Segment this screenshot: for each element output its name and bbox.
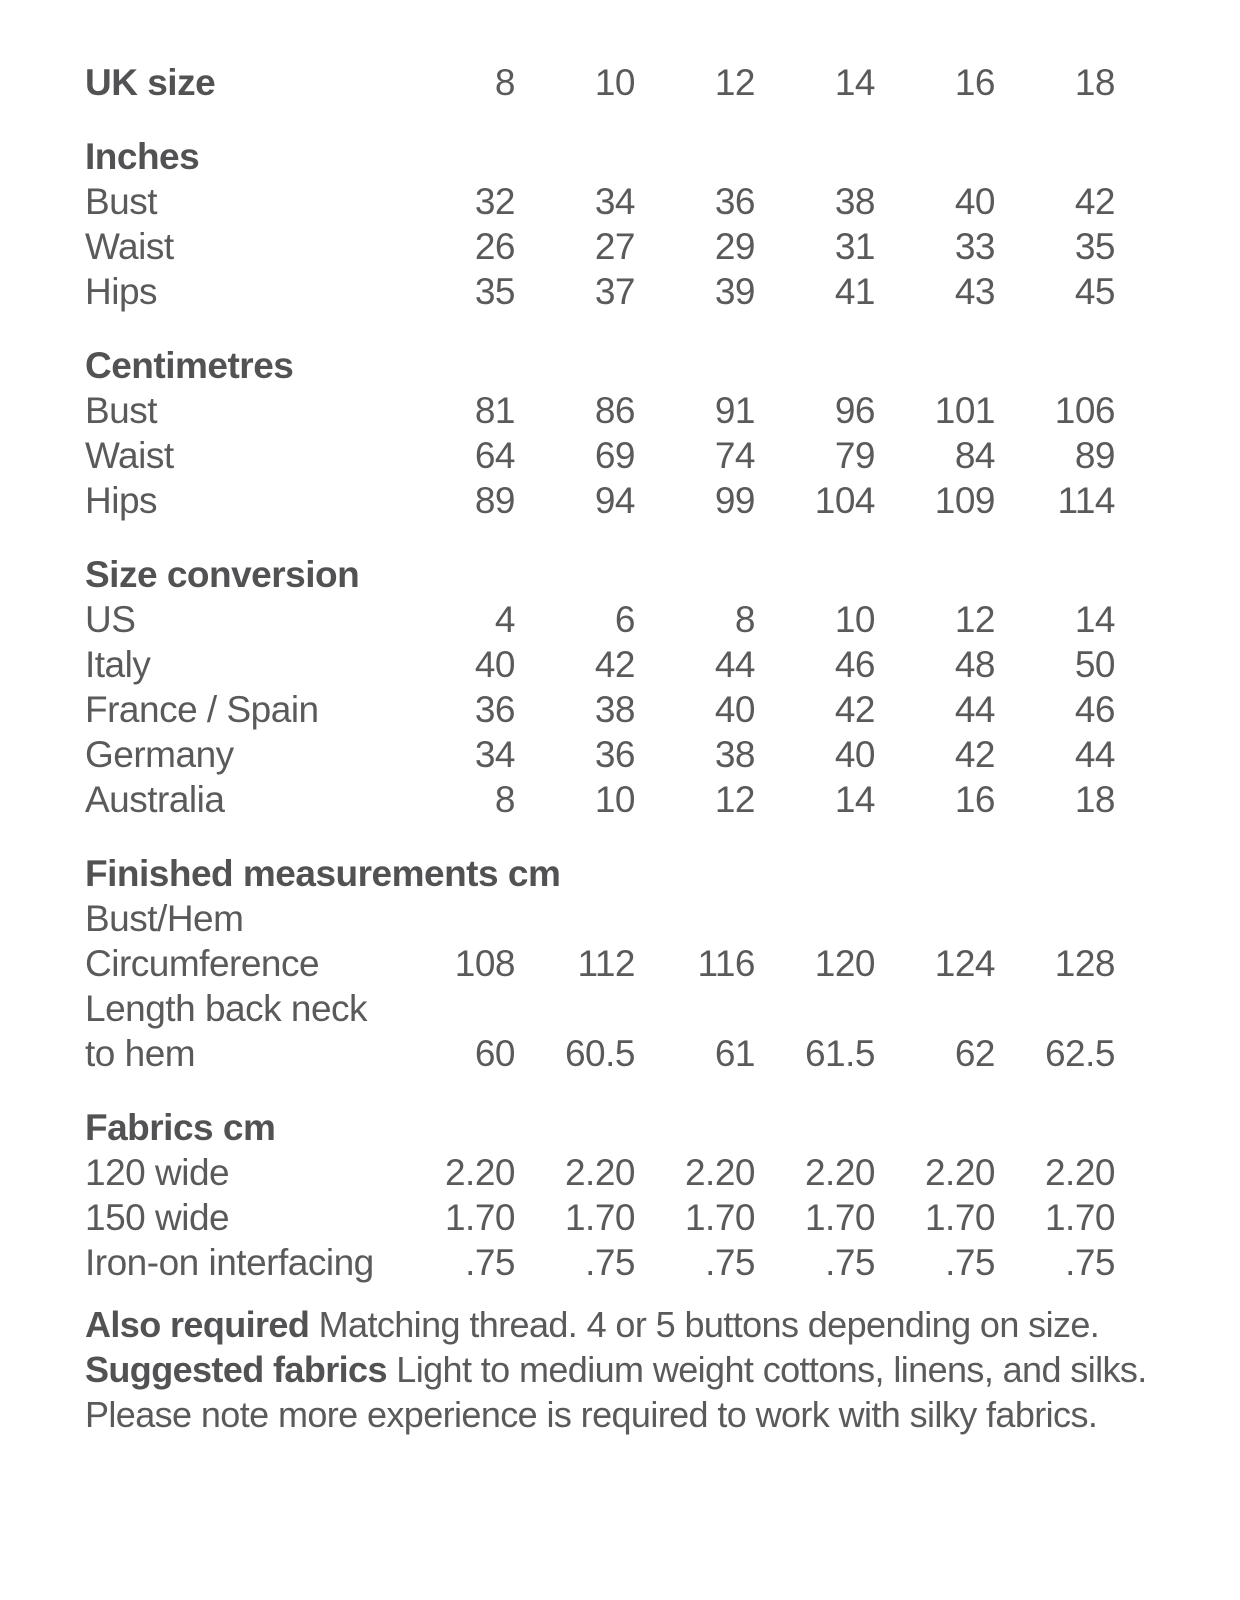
size-value: 1.70 [444, 1197, 515, 1238]
size-value: 108 [454, 943, 515, 984]
table-row [85, 433, 1240, 478]
size-value: 14 [1074, 599, 1115, 640]
table-row [85, 388, 1240, 433]
size-value: 116 [697, 943, 755, 984]
size-value: 8 [734, 599, 755, 640]
size-value: 34 [594, 181, 635, 222]
section-heading: Fabrics cm [85, 1107, 276, 1148]
size-value: 29 [714, 226, 755, 267]
row-label: Hips [85, 480, 158, 521]
note-lead: Also required [85, 1304, 310, 1345]
size-value: 16 [954, 779, 995, 820]
size-value: 44 [954, 689, 995, 730]
size-value: 46 [1074, 689, 1115, 730]
size-value: 114 [1057, 480, 1115, 521]
row-label: 120 wide [85, 1152, 230, 1193]
size-value: 12 [714, 779, 755, 820]
size-value: 99 [714, 480, 755, 521]
size-value: 40 [714, 689, 755, 730]
size-value: .75 [825, 1242, 875, 1283]
size-value: 81 [474, 390, 515, 431]
size-value: 35 [1074, 226, 1115, 267]
size-value: 12 [954, 599, 995, 640]
size-value: 40 [474, 644, 515, 685]
size-value: 31 [834, 226, 875, 267]
section-size-conversion [85, 552, 1240, 822]
table-row [85, 269, 1240, 314]
table-row [85, 224, 1240, 269]
size-value: 2.20 [564, 1152, 635, 1193]
row-label: 150 wide [85, 1197, 230, 1238]
size-value: 62 [954, 1033, 995, 1074]
row-label: UK size [85, 62, 216, 103]
row-label: Italy [85, 644, 151, 685]
size-value: 44 [714, 644, 755, 685]
size-value: 86 [594, 390, 635, 431]
size-value: .75 [945, 1242, 995, 1283]
size-value: 42 [954, 734, 995, 775]
table-row [85, 777, 1240, 822]
size-value: 60.5 [564, 1033, 635, 1074]
size-value: 32 [474, 181, 515, 222]
size-value: 46 [834, 644, 875, 685]
size-value: .75 [585, 1242, 635, 1283]
section-heading: Inches [85, 136, 200, 177]
size-value: 64 [474, 435, 515, 476]
table-row [85, 179, 1240, 224]
row-label: Waist [85, 226, 174, 267]
row-label: Waist [85, 435, 174, 476]
size-value: 120 [814, 943, 875, 984]
table-row [85, 1195, 1240, 1240]
note-body: Light to medium weight cottons, linens, and silks. Please note more experience is required to work with silky fabrics. [85, 1349, 1147, 1435]
size-value: 89 [1074, 435, 1115, 476]
row-label: to hem [85, 1033, 196, 1074]
size-value: 10 [834, 599, 875, 640]
size-value: 39 [714, 271, 755, 312]
size-value: 2.20 [1044, 1152, 1115, 1193]
size-value: .75 [705, 1242, 755, 1283]
size-value: 60 [474, 1033, 515, 1074]
size-value: 106 [1054, 390, 1115, 431]
size-value: 38 [834, 181, 875, 222]
size-value: 40 [954, 181, 995, 222]
size-value: 40 [834, 734, 875, 775]
note-also-required [85, 1302, 1210, 1347]
size-value: 14 [834, 62, 875, 103]
size-value: 61 [714, 1033, 755, 1074]
section-heading: Size conversion [85, 554, 360, 595]
table-row [85, 478, 1240, 523]
table-row [85, 1150, 1240, 1195]
size-value: 2.20 [924, 1152, 995, 1193]
size-value: 10 [594, 62, 635, 103]
size-value: 36 [474, 689, 515, 730]
size-value: 84 [954, 435, 995, 476]
size-value: 12 [714, 62, 755, 103]
notes [85, 1302, 1210, 1437]
size-value: 109 [934, 480, 995, 521]
size-value: 48 [954, 644, 995, 685]
size-value: 42 [834, 689, 875, 730]
size-value: 124 [934, 943, 995, 984]
row-label: Bust [85, 390, 158, 431]
size-value: .75 [465, 1242, 515, 1283]
note-lead: Suggested fabrics [85, 1349, 387, 1390]
size-value: 96 [834, 390, 875, 431]
size-value: 43 [954, 271, 995, 312]
size-value: 74 [714, 435, 755, 476]
table-row [85, 597, 1240, 642]
size-value: 10 [594, 779, 635, 820]
size-value: 18 [1074, 779, 1115, 820]
size-value: 41 [834, 271, 875, 312]
size-value: 89 [474, 480, 515, 521]
size-value: 36 [714, 181, 755, 222]
row-label: Hips [85, 271, 158, 312]
size-value: 38 [594, 689, 635, 730]
size-value: 16 [954, 62, 995, 103]
size-value: 69 [594, 435, 635, 476]
size-value: 45 [1074, 271, 1115, 312]
row-label: Bust/Hem [85, 898, 244, 939]
size-value: 35 [474, 271, 515, 312]
note-body: Matching thread. 4 or 5 buttons depending on size. [309, 1304, 1100, 1345]
row-label: Iron-on interfacing [85, 1242, 374, 1283]
size-value: 1.70 [564, 1197, 635, 1238]
size-value: 104 [814, 480, 875, 521]
size-value: 2.20 [444, 1152, 515, 1193]
size-value: 79 [834, 435, 875, 476]
table-row [85, 732, 1240, 777]
size-value: 61.5 [804, 1033, 875, 1074]
size-value: 36 [594, 734, 635, 775]
size-value: 37 [594, 271, 635, 312]
size-value: 6 [614, 599, 635, 640]
size-value: 50 [1074, 644, 1115, 685]
size-value: 94 [594, 480, 635, 521]
size-value: 8 [494, 62, 515, 103]
size-value: 91 [714, 390, 755, 431]
row-label: France / Spain [85, 689, 319, 730]
size-value: 42 [594, 644, 635, 685]
section-heading: Finished measurements cm [85, 853, 561, 894]
row-label: US [85, 599, 136, 640]
size-value: 14 [834, 779, 875, 820]
section-finished-measurements [85, 851, 1240, 1076]
size-value: 1.70 [924, 1197, 995, 1238]
row-label: Australia [85, 779, 225, 820]
table-row [85, 1240, 1240, 1285]
size-value: 128 [1054, 943, 1115, 984]
size-value: 33 [954, 226, 995, 267]
size-value: 27 [594, 226, 635, 267]
size-value: 34 [474, 734, 515, 775]
size-value: 112 [577, 943, 635, 984]
note-suggested-fabrics [85, 1347, 1210, 1437]
size-value: 44 [1074, 734, 1115, 775]
size-value: 18 [1074, 62, 1115, 103]
size-value: 62.5 [1044, 1033, 1115, 1074]
row-label: Germany [85, 734, 234, 775]
table-row [85, 941, 1240, 986]
size-value: 42 [1074, 181, 1115, 222]
row-label: Bust [85, 181, 158, 222]
table-row [85, 1031, 1240, 1076]
table-row [85, 642, 1240, 687]
section-centimetres [85, 343, 1240, 523]
table-row [85, 986, 1240, 1031]
size-value: 1.70 [804, 1197, 875, 1238]
size-value: 2.20 [804, 1152, 875, 1193]
size-value: 2.20 [684, 1152, 755, 1193]
size-value: 101 [934, 390, 995, 431]
section-inches [85, 134, 1240, 314]
row-label: Length back neck [85, 988, 368, 1029]
row-label: Circumference [85, 943, 320, 984]
size-value: 4 [494, 599, 515, 640]
section-fabrics [85, 1105, 1240, 1285]
size-value: 1.70 [1044, 1197, 1115, 1238]
section-heading: Centimetres [85, 345, 294, 386]
size-value: 1.70 [684, 1197, 755, 1238]
size-value: 8 [494, 779, 515, 820]
size-value: 38 [714, 734, 755, 775]
table-row [85, 896, 1240, 941]
table-row [85, 687, 1240, 732]
size-value: 26 [474, 226, 515, 267]
table-row-uk-size [85, 60, 1240, 105]
size-value: .75 [1065, 1242, 1115, 1283]
